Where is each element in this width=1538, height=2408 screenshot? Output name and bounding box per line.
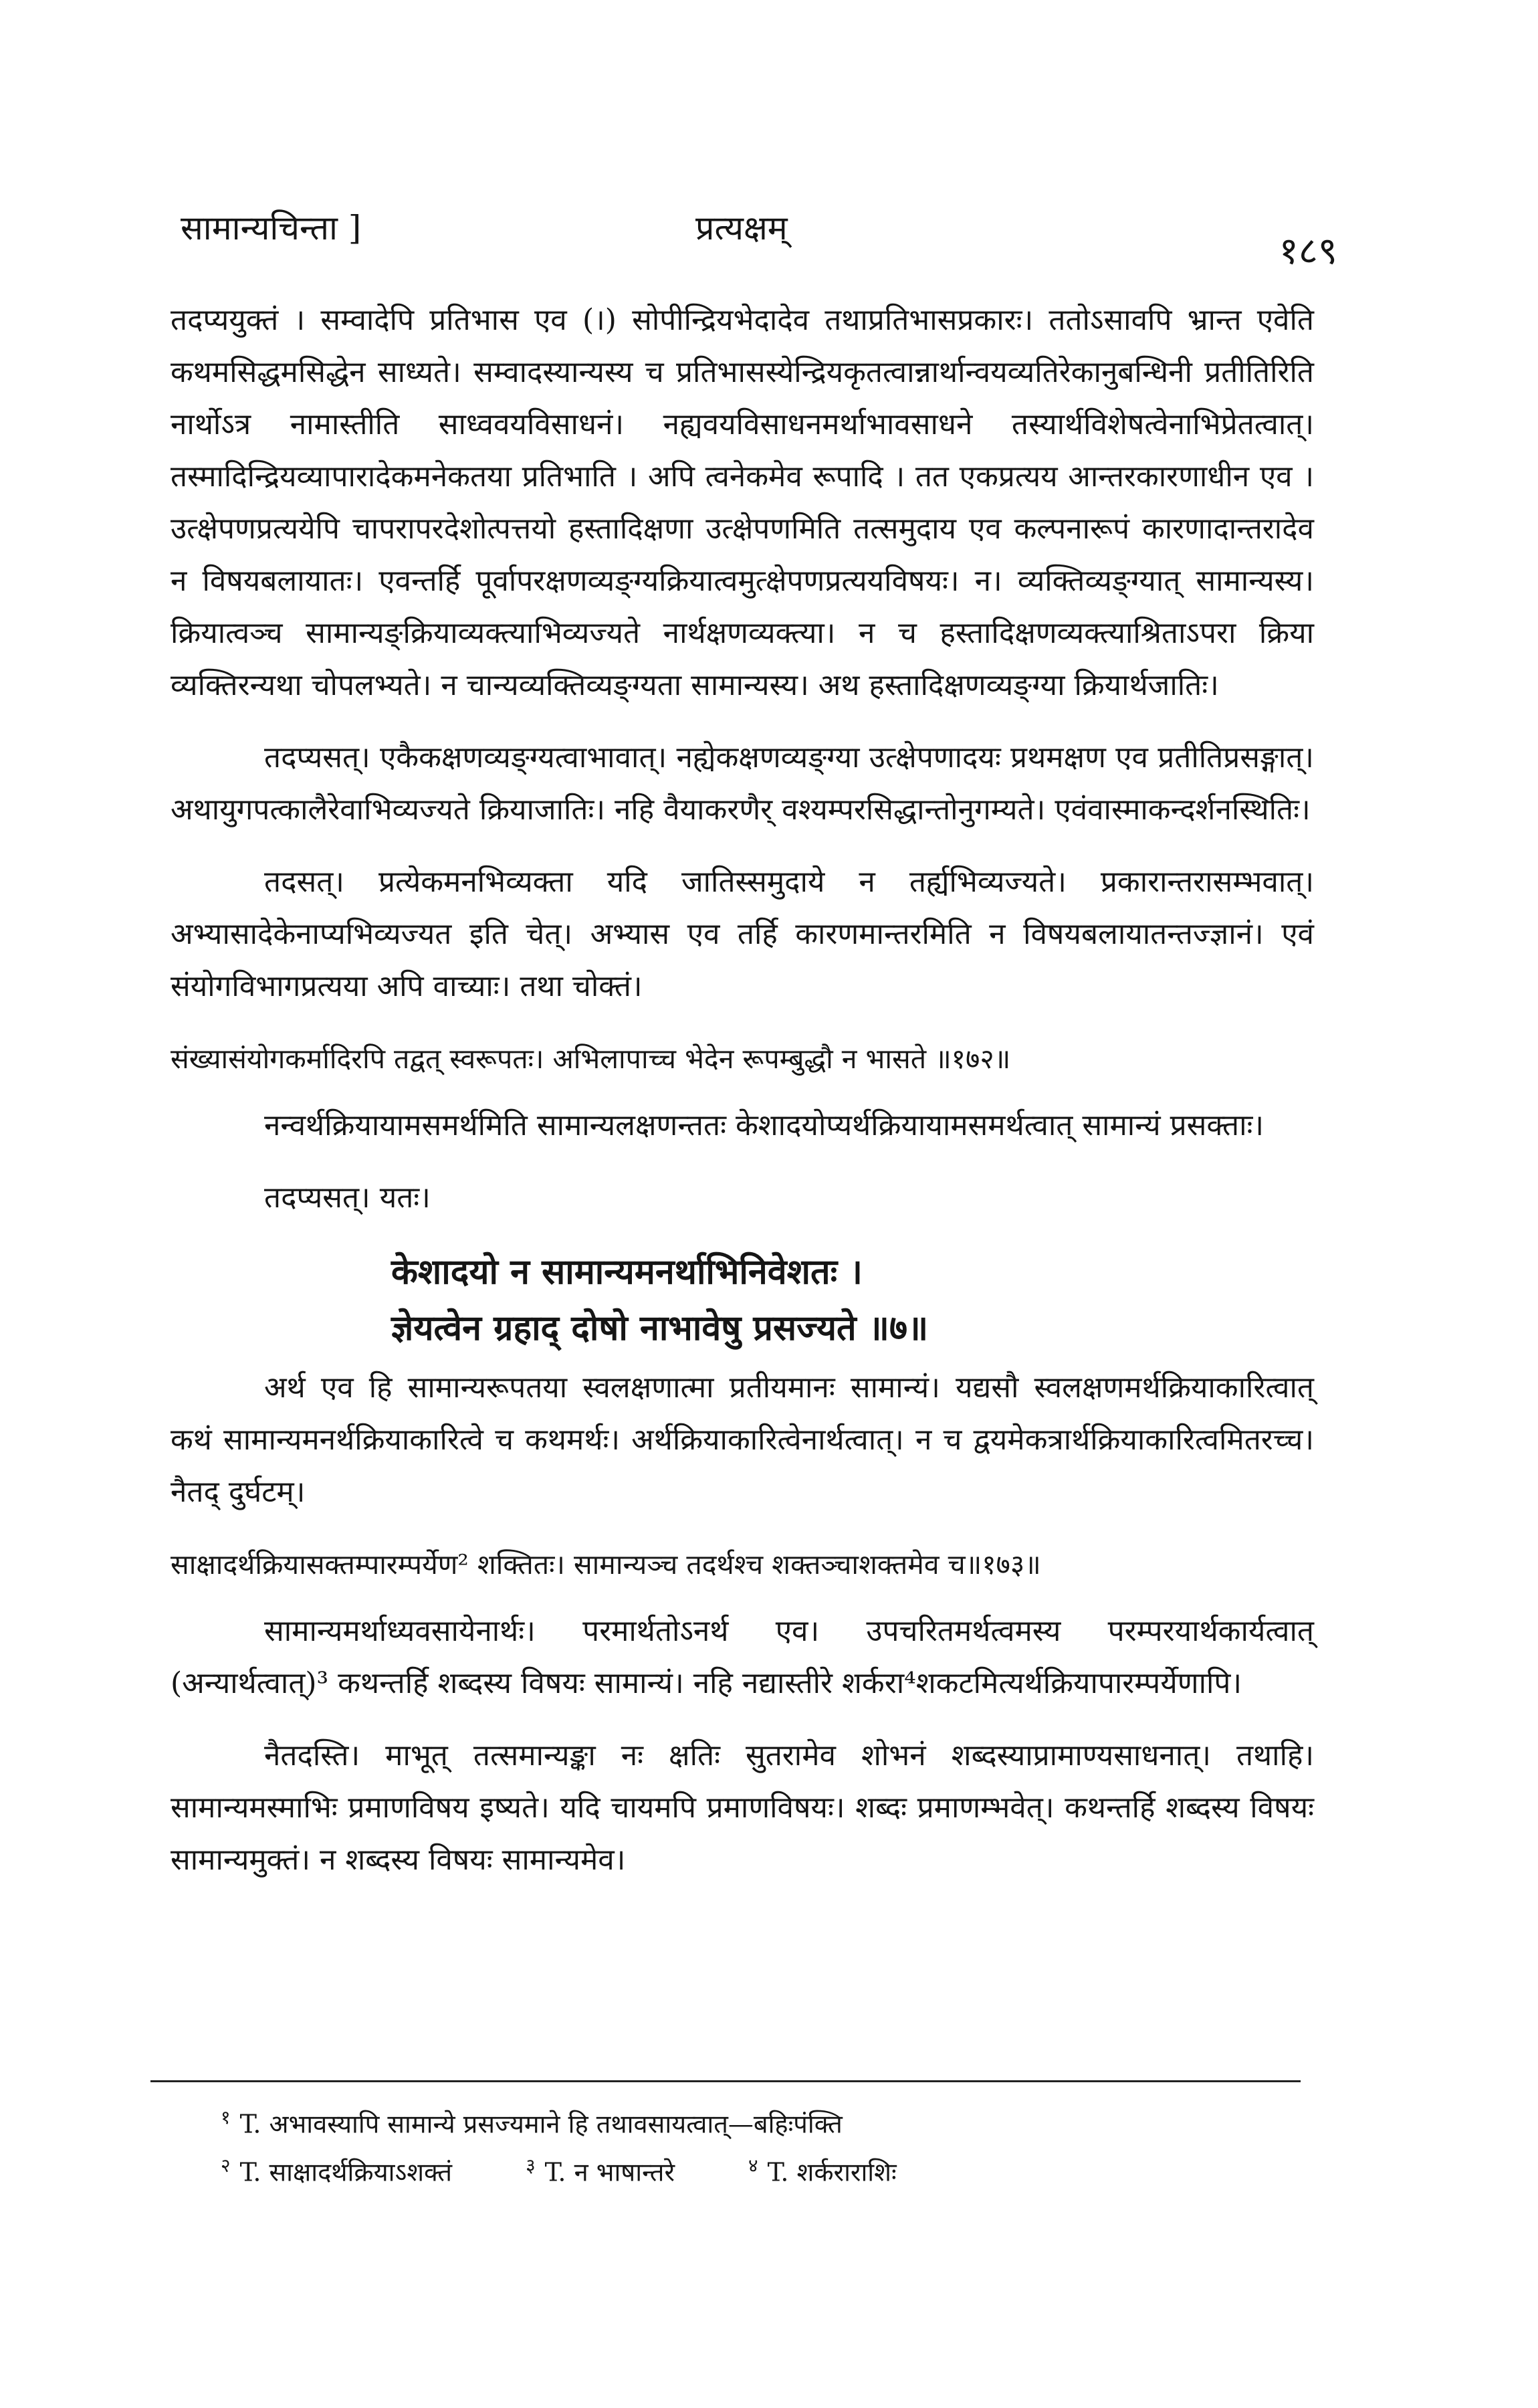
footnote-text: T. न भाषान्तरे <box>544 2157 675 2187</box>
footnote-mark: ४ <box>748 2154 758 2177</box>
footnote-row <box>150 2145 1301 2193</box>
paragraph: तदसत्। प्रत्येकमनभिव्यक्ता यदि जातिस्समुदाये न तर्ह्यभिव्यज्यते। प्रकारान्तरासम्भवात्। अभ्यासादेकेनाप्यभिव्यज्यत इति चेत्। अभ्यास एव तर्हि कारणमान्तरमिति न विषयबलायातन्तज्ज्ञानं। एवं संयोगविभागप्रत्यया अपि वाच्याः। तथा चोक्तं। <box>171 865 1314 1003</box>
footnote <box>748 2145 897 2193</box>
paragraph: नन्वर्थक्रियायामसमर्थमिति सामान्यलक्षणन्ततः केशादयोप्यर्थक्रियायामसमर्थत्वात् सामान्यं प्रसक्ताः। <box>264 1108 1265 1142</box>
footnotes <box>150 2080 1301 2193</box>
footnote-text: T. साक्षादर्थक्रियाऽशक्तं <box>239 2157 453 2187</box>
paragraph: तदप्यसत्। यतः। <box>264 1181 431 1215</box>
footnote-text: T. शर्कराराशिः <box>767 2157 897 2187</box>
karika-line: ज्ञेयत्वेन ग्रहाद् दोषो नाभावेषु प्रसज्यते ॥७॥ <box>391 1308 929 1348</box>
paragraph: अर्थ एव हि सामान्यरूपतया स्वलक्षणात्मा प्रतीयमानः सामान्यं। यद्यसौ स्वलक्षणमर्थक्रियाकारित्वात् कथं सामान्यमनर्थक्रियाकारित्वे च कथमर्थः। अर्थक्रियाकारित्वेनार्थत्वात्। न च द्वयमेकत्रार्थक्रियाकारित्वमितरच्च। नैतद् दुर्घटम्। <box>171 1371 1314 1509</box>
quoted-verse: संख्यासंयोगकर्मादिरपि तद्वत् स्वरूपतः। अभिलापाच्च भेदेन रूपम्बुद्धौ न भासते ॥१७२॥ <box>171 1043 1011 1075</box>
main-text <box>171 294 1314 1906</box>
running-head <box>181 204 1337 273</box>
footnote-text: T. अभावस्यापि सामान्ये प्रसज्यमाने हि तथावसायत्वात्—बहिःपंक्ति <box>239 2109 843 2139</box>
footnote-mark: ३ <box>526 2154 536 2177</box>
karika-verse <box>171 1244 1314 1357</box>
paragraph: सामान्यमर्थाध्यवसायेनार्थः। परमार्थतोऽनर्थ एव। उपचरितमर्थत्वमस्य परम्परयार्थकार्यत्वात् (अन्यार्थत्वात्)³ कथन्तर्हि शब्दस्य विषयः सामान्यं। नहि नद्यास्तीरे शर्करा⁴शकटमित्यर्थक्रियापारम्पर्येणापि। <box>171 1614 1314 1700</box>
quoted-verse: साक्षादर्थक्रियासक्तम्पारम्पर्येण² शक्तितः। सामान्यञ्च तदर्थश्च शक्तञ्चाशक्तमेव च॥१७३॥ <box>171 1548 1041 1581</box>
section-title: सामान्यचिन्ता ] <box>181 209 362 247</box>
page-number: १८९ <box>1279 229 1337 273</box>
page-title: प्रत्यक्षम् <box>695 209 788 247</box>
paragraph: तदप्यसत्। एकैकक्षणव्यङ्ग्यत्वाभावात्। नह्येकक्षणव्यङ्ग्या उत्क्षेपणादयः प्रथमक्षण एव प्रतीतिप्रसङ्गात्। अथायुगपत्कालैरेवाभिव्यज्यते क्रियाजातिः। नहि वैयाकरणैर् वश्यम्परसिद्धान्तोनुगम्यते। एवंवास्माकन्दर्शनस्थितिः। <box>171 740 1314 827</box>
karika-line: केशादयो न सामान्यमनर्थाभिनिवेशतः । <box>391 1251 863 1292</box>
footnote <box>221 2145 452 2193</box>
footnote-mark: २ <box>221 2154 231 2177</box>
footnote <box>150 2097 1301 2145</box>
footnote-divider <box>150 2080 1301 2082</box>
paragraph: नैतदस्ति। माभूत् तत्समान्यङ्का नः क्षतिः सुतरामेव शोभनं शब्दस्याप्रामाण्यसाधनात्। तथाहि। सामान्यमस्माभिः प्रमाणविषय इष्यते। यदि चायमपि प्रमाणविषयः। शब्दः प्रमाणम्भवेत्। कथन्तर्हि शब्दस्य विषयः सामान्यमुक्तं। न शब्दस्य विषयः सामान्यमेव। <box>171 1738 1314 1877</box>
paragraph: तदप्ययुक्तं । सम्वादेपि प्रतिभास एव (।) सोपीन्द्रियभेदादेव तथाप्रतिभासप्रकारः। ततोऽसावपि भ्रान्त एवेति कथमसिद्धमसिद्धेन साध्यते। सम्वादस्यान्यस्य च प्रतिभासस्येन्द्रियकृतत्वान्नार्थान्वयव्यतिरेकानुबन्धिनी प्रतीतिरिति नार्थोऽत्र नामास्तीति साध्ववयविसाधनं। नह्यवयविसाधनमर्थाभावसाधने तस्यार्थविशेषत्वेनाभिप्रेतत्वात्। तस्मादिन्द्रियव्यापारादेकमनेकतया प्रतिभाति । अपि त्वनेकमेव रूपादि । तत एकप्रत्यय आन्तरकारणाधीन एव । उत्क्षेपणप्रत्ययेपि चापरापरदेशोत्पत्तयो हस्तादिक्षणा उत्क्षेपणमिति तत्समुदाय एव कल्पनारूपं कारणादान्तरादेव न विषयबलायातः। एवन्तर्हि पूर्वापरक्षणव्यङ्ग्यक्रियात्वमुत्क्षेपणप्रत्ययविषयः। न। व्यक्तिव्यङ्ग्यात् सामान्यस्य। क्रियात्वञ्च सामान्यङ्क्रियाव्यक्त्याभिव्यज्यते नार्थक्षणव्यक्त्या। न च हस्तादिक्षणव्यक्त्याश्रिताऽपरा क्रिया व्यक्तिरन्यथा चोपलभ्यते। न चान्यव्यक्तिव्यङ्ग्यता सामान्यस्य। अथ हस्तादिक्षणव्यङ्ग्या क्रियार्थजातिः। <box>171 303 1314 702</box>
footnote-mark: १ <box>221 2106 231 2128</box>
footnote <box>526 2145 675 2193</box>
